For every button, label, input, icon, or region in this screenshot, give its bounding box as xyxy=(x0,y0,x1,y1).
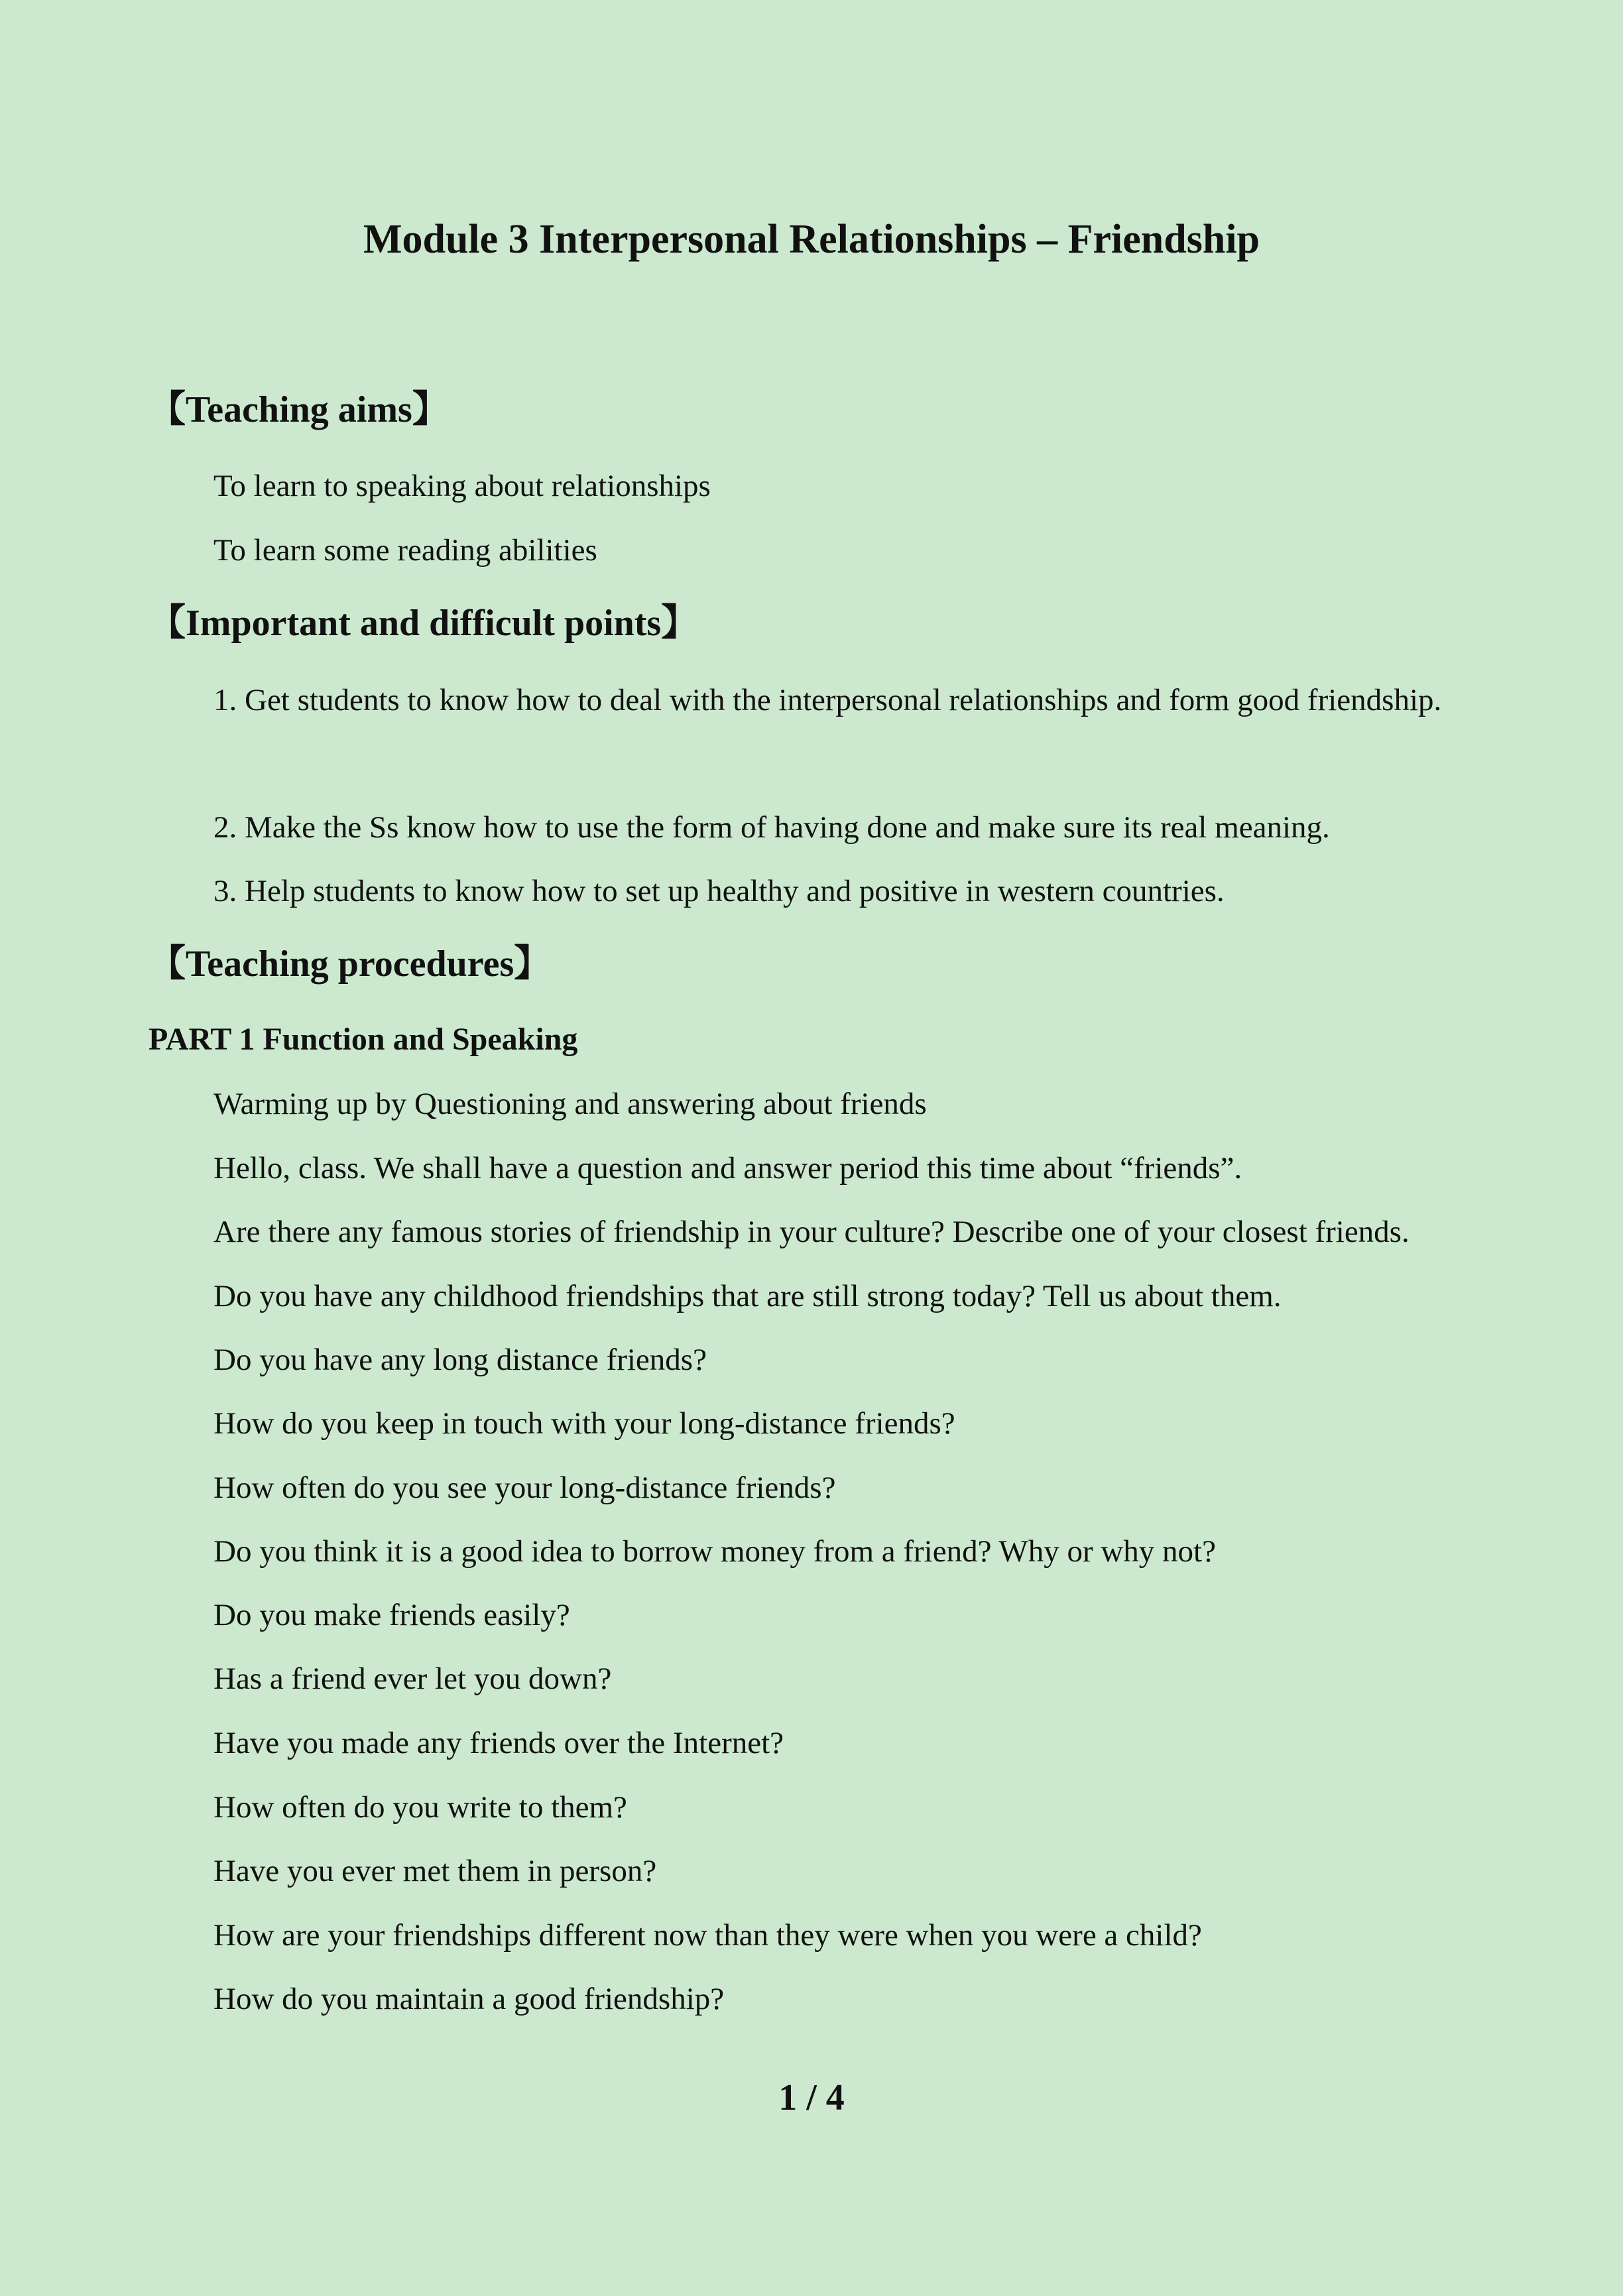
document-title: Module 3 Interpersonal Relationships – Friendship xyxy=(363,217,1260,262)
teaching-procedures-heading: 【Teaching procedures】 xyxy=(149,943,552,985)
important-points-heading: 【Important and difficult points】 xyxy=(149,603,699,644)
procedure-line: Do you have any childhood friendships that are still strong today? Tell us about them. xyxy=(213,1279,1282,1313)
teaching-aim-item: To learn to speaking about relationships xyxy=(213,469,711,503)
procedure-line: Do you think it is a good idea to borrow money from a friend? Why or why not? xyxy=(213,1534,1216,1569)
procedure-line: Has a friend ever let you down? xyxy=(213,1662,612,1696)
important-point-item: 3. Help students to know how to set up healthy and positive in western countries. xyxy=(213,874,1225,908)
procedure-line: How do you keep in touch with your long-distance friends? xyxy=(213,1406,955,1441)
procedure-line: How often do you write to them? xyxy=(213,1790,627,1825)
important-point-item: 1. Get students to know how to deal with the interpersonal relationships and form good friendship. xyxy=(213,683,1442,717)
procedure-line: Are there any famous stories of friendship in your culture? Describe one of your closest friends. xyxy=(213,1215,1410,1249)
procedure-line: Hello, class. We shall have a question and answer period this time about “friends”. xyxy=(213,1151,1242,1185)
important-point-item: 2. Make the Ss know how to use the form of having done and make sure its real meaning. xyxy=(213,810,1330,845)
procedure-line: How do you maintain a good friendship? xyxy=(213,1982,725,2016)
procedure-line: Do you make friends easily? xyxy=(213,1598,570,1632)
procedure-line: Do you have any long distance friends? xyxy=(213,1343,707,1377)
procedure-line: Warming up by Questioning and answering about friends xyxy=(213,1087,927,1121)
procedure-line: How are your friendships different now than they were when you were a child? xyxy=(213,1918,1202,1953)
teaching-aims-heading: 【Teaching aims】 xyxy=(149,389,450,430)
page-number: 1 / 4 xyxy=(778,2077,845,2118)
procedure-line: Have you made any friends over the Internet? xyxy=(213,1726,784,1760)
part-title: PART 1 Function and Speaking xyxy=(149,1022,578,1057)
procedure-line: How often do you see your long-distance friends? xyxy=(213,1471,836,1505)
teaching-aim-item: To learn some reading abilities xyxy=(213,533,597,568)
procedure-line: Have you ever met them in person? xyxy=(213,1854,657,1888)
